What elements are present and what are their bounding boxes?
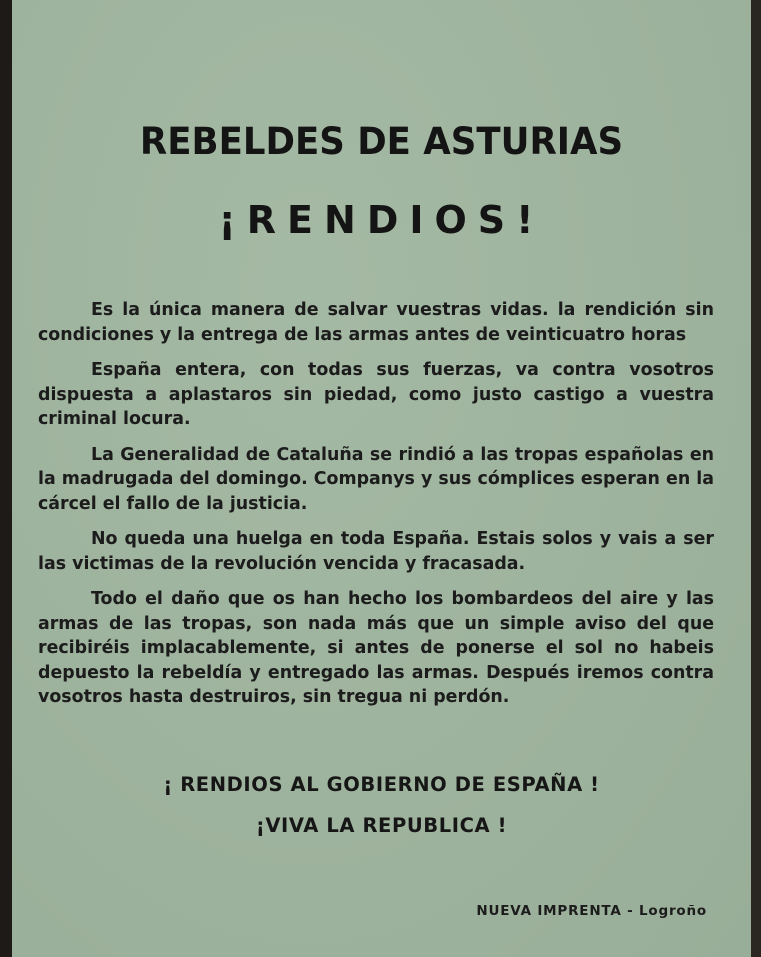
leaflet-sheet (12, 0, 751, 957)
printer-credit: NUEVA IMPRENTA - Logroño (476, 903, 707, 919)
scan-edge (751, 0, 761, 957)
leaflet-body (38, 298, 714, 721)
subheadline: ¡RENDIOS! (218, 198, 545, 242)
paragraph-generalidad: La Generalidad de Cataluña se rindió a las tropas españolas en la madrugada del domingo. Companys y sus cómplices esperan en la cárcel el fallo de la justicia. (38, 444, 714, 514)
slogan-viva: ¡VIVA LA REPUBLICA ! (255, 814, 508, 837)
paragraph-surrender-terms: Es la única manera de salvar vuestras vidas. la rendición sin condiciones y la entrega de las armas antes de veinticuatro horas (38, 300, 714, 345)
paragraph-warning: Todo el daño que os han hecho los bombardeos del aire y las armas de las tropas, son nada más que un simple aviso del que recibiréis implacablemente, si antes de ponerse el sol no habeis depuesto la rebeldía y entregado las armas. Después iremos contra vosotros hasta destruiros, sin tregua ni perdón. (38, 589, 714, 707)
slogan-surrender: ¡ RENDIOS AL GOBIERNO DE ESPAÑA ! (163, 773, 600, 796)
paragraph-spain-united: España entera, con todas sus fuerzas, va contra vosotros dispuesta a aplastaros sin piedad, como justo castigo a vuestra criminal locura. (38, 360, 714, 429)
headline: REBELDES DE ASTURIAS (139, 120, 624, 163)
paragraph-no-strike: No queda una huelga en toda España. Estais solos y vais a ser las victimas de la revolución vencida y fracasada. (38, 529, 714, 574)
